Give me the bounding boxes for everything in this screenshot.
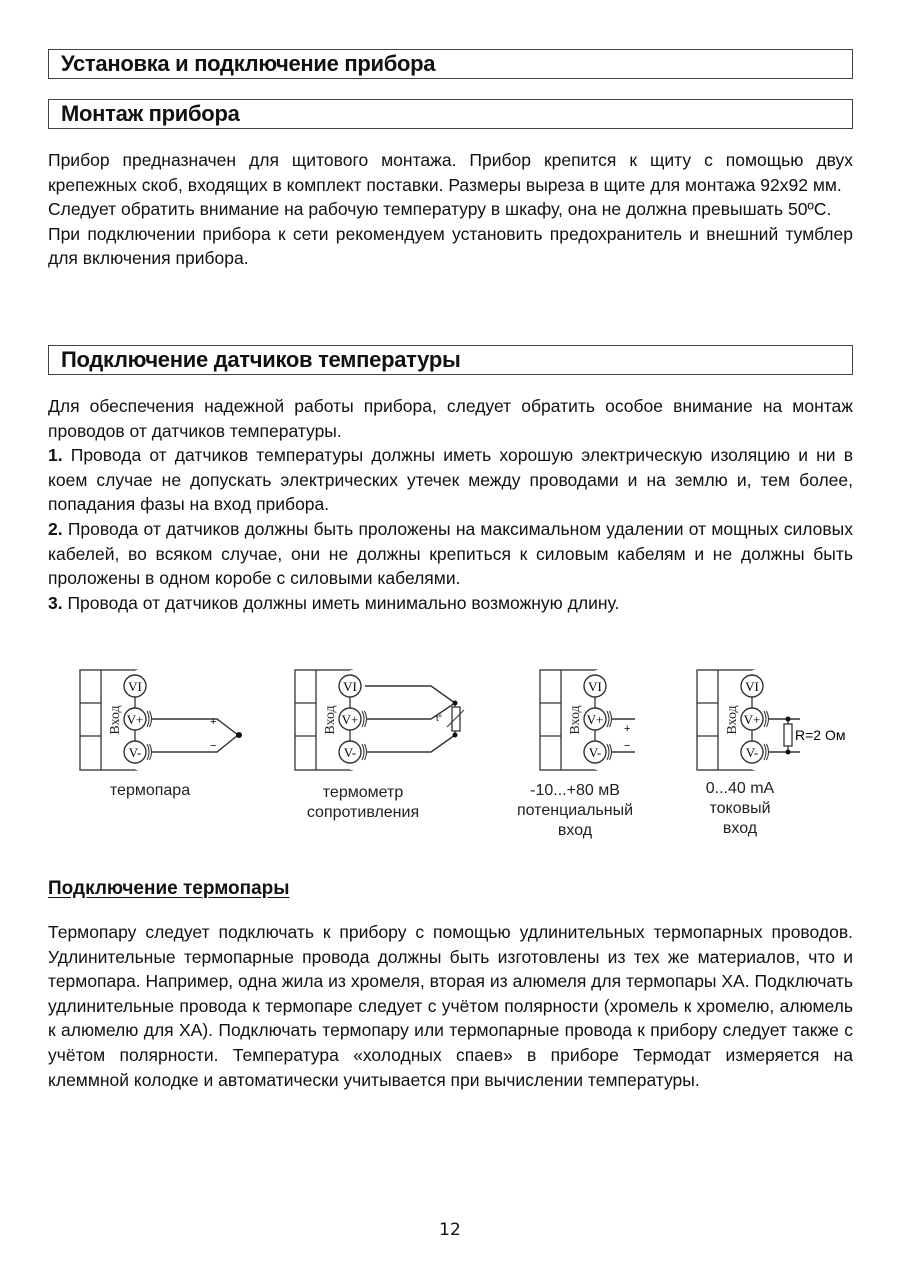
caption-voltage-input: -10...+80 мВ потенциальный вход <box>516 782 634 839</box>
svg-text:V-: V- <box>588 745 602 760</box>
subsection-title-sensors: Подключение датчиков температуры <box>48 345 853 375</box>
terminal-block-label: Вход <box>108 705 123 735</box>
svg-text:Вход: Вход <box>725 705 740 735</box>
mounting-paragraph-3: При подключении прибора к сети рекомендуем установить предохранитель и внешний тумблер для включения прибора. <box>48 223 853 269</box>
caption-current-input: 0...40 mA токовый вход <box>705 780 775 837</box>
svg-text:+: + <box>210 716 217 728</box>
sensors-intro: Для обеспечения надежной работы прибора, следует обратить особое внимание на монтаж проводов от датчиков температуры. <box>48 396 853 441</box>
svg-text:V+: V+ <box>743 712 761 727</box>
svg-text:V-: V- <box>745 745 759 760</box>
svg-text:VI: VI <box>745 679 759 694</box>
item-text: Провода от датчиков должны быть проложены на максимальном удалении от мощных силовых кабелей, во всяком случае, они не должны крепиться к силовым кабелям и не должны быть проложены в одном коробе с силовыми кабелями. <box>48 518 853 589</box>
sensors-item-2 <box>48 517 853 591</box>
item-text: Провода от датчиков температуры должны иметь хорошую электрическую изоляцию и ни в коем случае не допускать электрических утечек между проводами и на землю и, тем более, попадания фазы на вход прибора. <box>48 445 853 515</box>
svg-text:V-: V- <box>343 745 357 760</box>
item-number: 2. <box>48 518 63 539</box>
diagram-current-input <box>697 670 845 770</box>
svg-text:VI: VI <box>343 679 357 694</box>
svg-text:−: − <box>624 740 631 752</box>
resistor-label: R=2 Ом <box>795 727 846 743</box>
sensors-item-1 <box>48 443 853 517</box>
diagram-rtd <box>295 670 464 770</box>
svg-text:VI: VI <box>588 679 602 694</box>
diagram-thermocouple <box>80 670 242 770</box>
mounting-paragraph-2: Следует обратить внимание на рабочую температуру в шкафу, она не должна превышать 50ºС. <box>48 199 832 220</box>
page-number: 12 <box>439 1220 461 1240</box>
svg-text:V+: V+ <box>126 712 144 727</box>
mounting-paragraph-1: Прибор предназначен для щитового монтажа. Прибор крепится к щиту с помощью двух крепежных скоб, входящих в комплект поставки. Размеры выреза в щите для монтажа 92х92 мм. <box>48 150 853 195</box>
svg-text:Вход: Вход <box>323 705 338 735</box>
svg-text:t°: t° <box>436 713 443 723</box>
svg-text:V+: V+ <box>586 712 604 727</box>
subsection-title-mounting: Монтаж прибора <box>48 99 853 129</box>
sensors-item-3 <box>48 591 853 616</box>
svg-text:−: − <box>210 740 217 752</box>
thermocouple-text <box>48 920 853 1092</box>
item-number: 1. <box>48 445 63 466</box>
sensors-text <box>48 394 853 615</box>
caption-rtd: термометр сопротивления <box>306 784 420 821</box>
svg-text:V+: V+ <box>341 712 359 727</box>
mounting-text <box>48 148 853 271</box>
svg-text:Вход: Вход <box>568 705 583 735</box>
svg-text:V-: V- <box>128 745 142 760</box>
diagram-voltage-input <box>540 670 635 770</box>
subsection-title-thermocouple: Подключение термопары <box>48 878 290 899</box>
caption-thermocouple: термопара <box>109 782 191 799</box>
svg-text:+: + <box>624 723 631 735</box>
svg-text:VI: VI <box>128 679 142 694</box>
thermocouple-paragraph: Термопару следует подключать к прибору с помощью удлинительных термопарных проводов. Удлинительные термопарные провода должны быть изготовлены из тех же материалов, что и термопара. Например, одна жила из хромеля, вторая из алюмеля для термопары ХА. Подключать удлинительные провода к термопаре следует с учётом полярности (хромель к хромелю, алюмель к алюмелю для ХА). Подключать термопару или термопарные провода к прибору следует также с учётом полярности. Температура «холодных спаев» в приборе Термодат измеряется на клеммной колодке и автоматически учитывается при вычислении температуры. <box>48 922 853 1090</box>
item-text: Провода от датчиков должны иметь минимально возможную длину. <box>62 592 620 613</box>
section-title: Установка и подключение прибора <box>48 49 853 79</box>
item-number: 3. <box>48 592 63 613</box>
